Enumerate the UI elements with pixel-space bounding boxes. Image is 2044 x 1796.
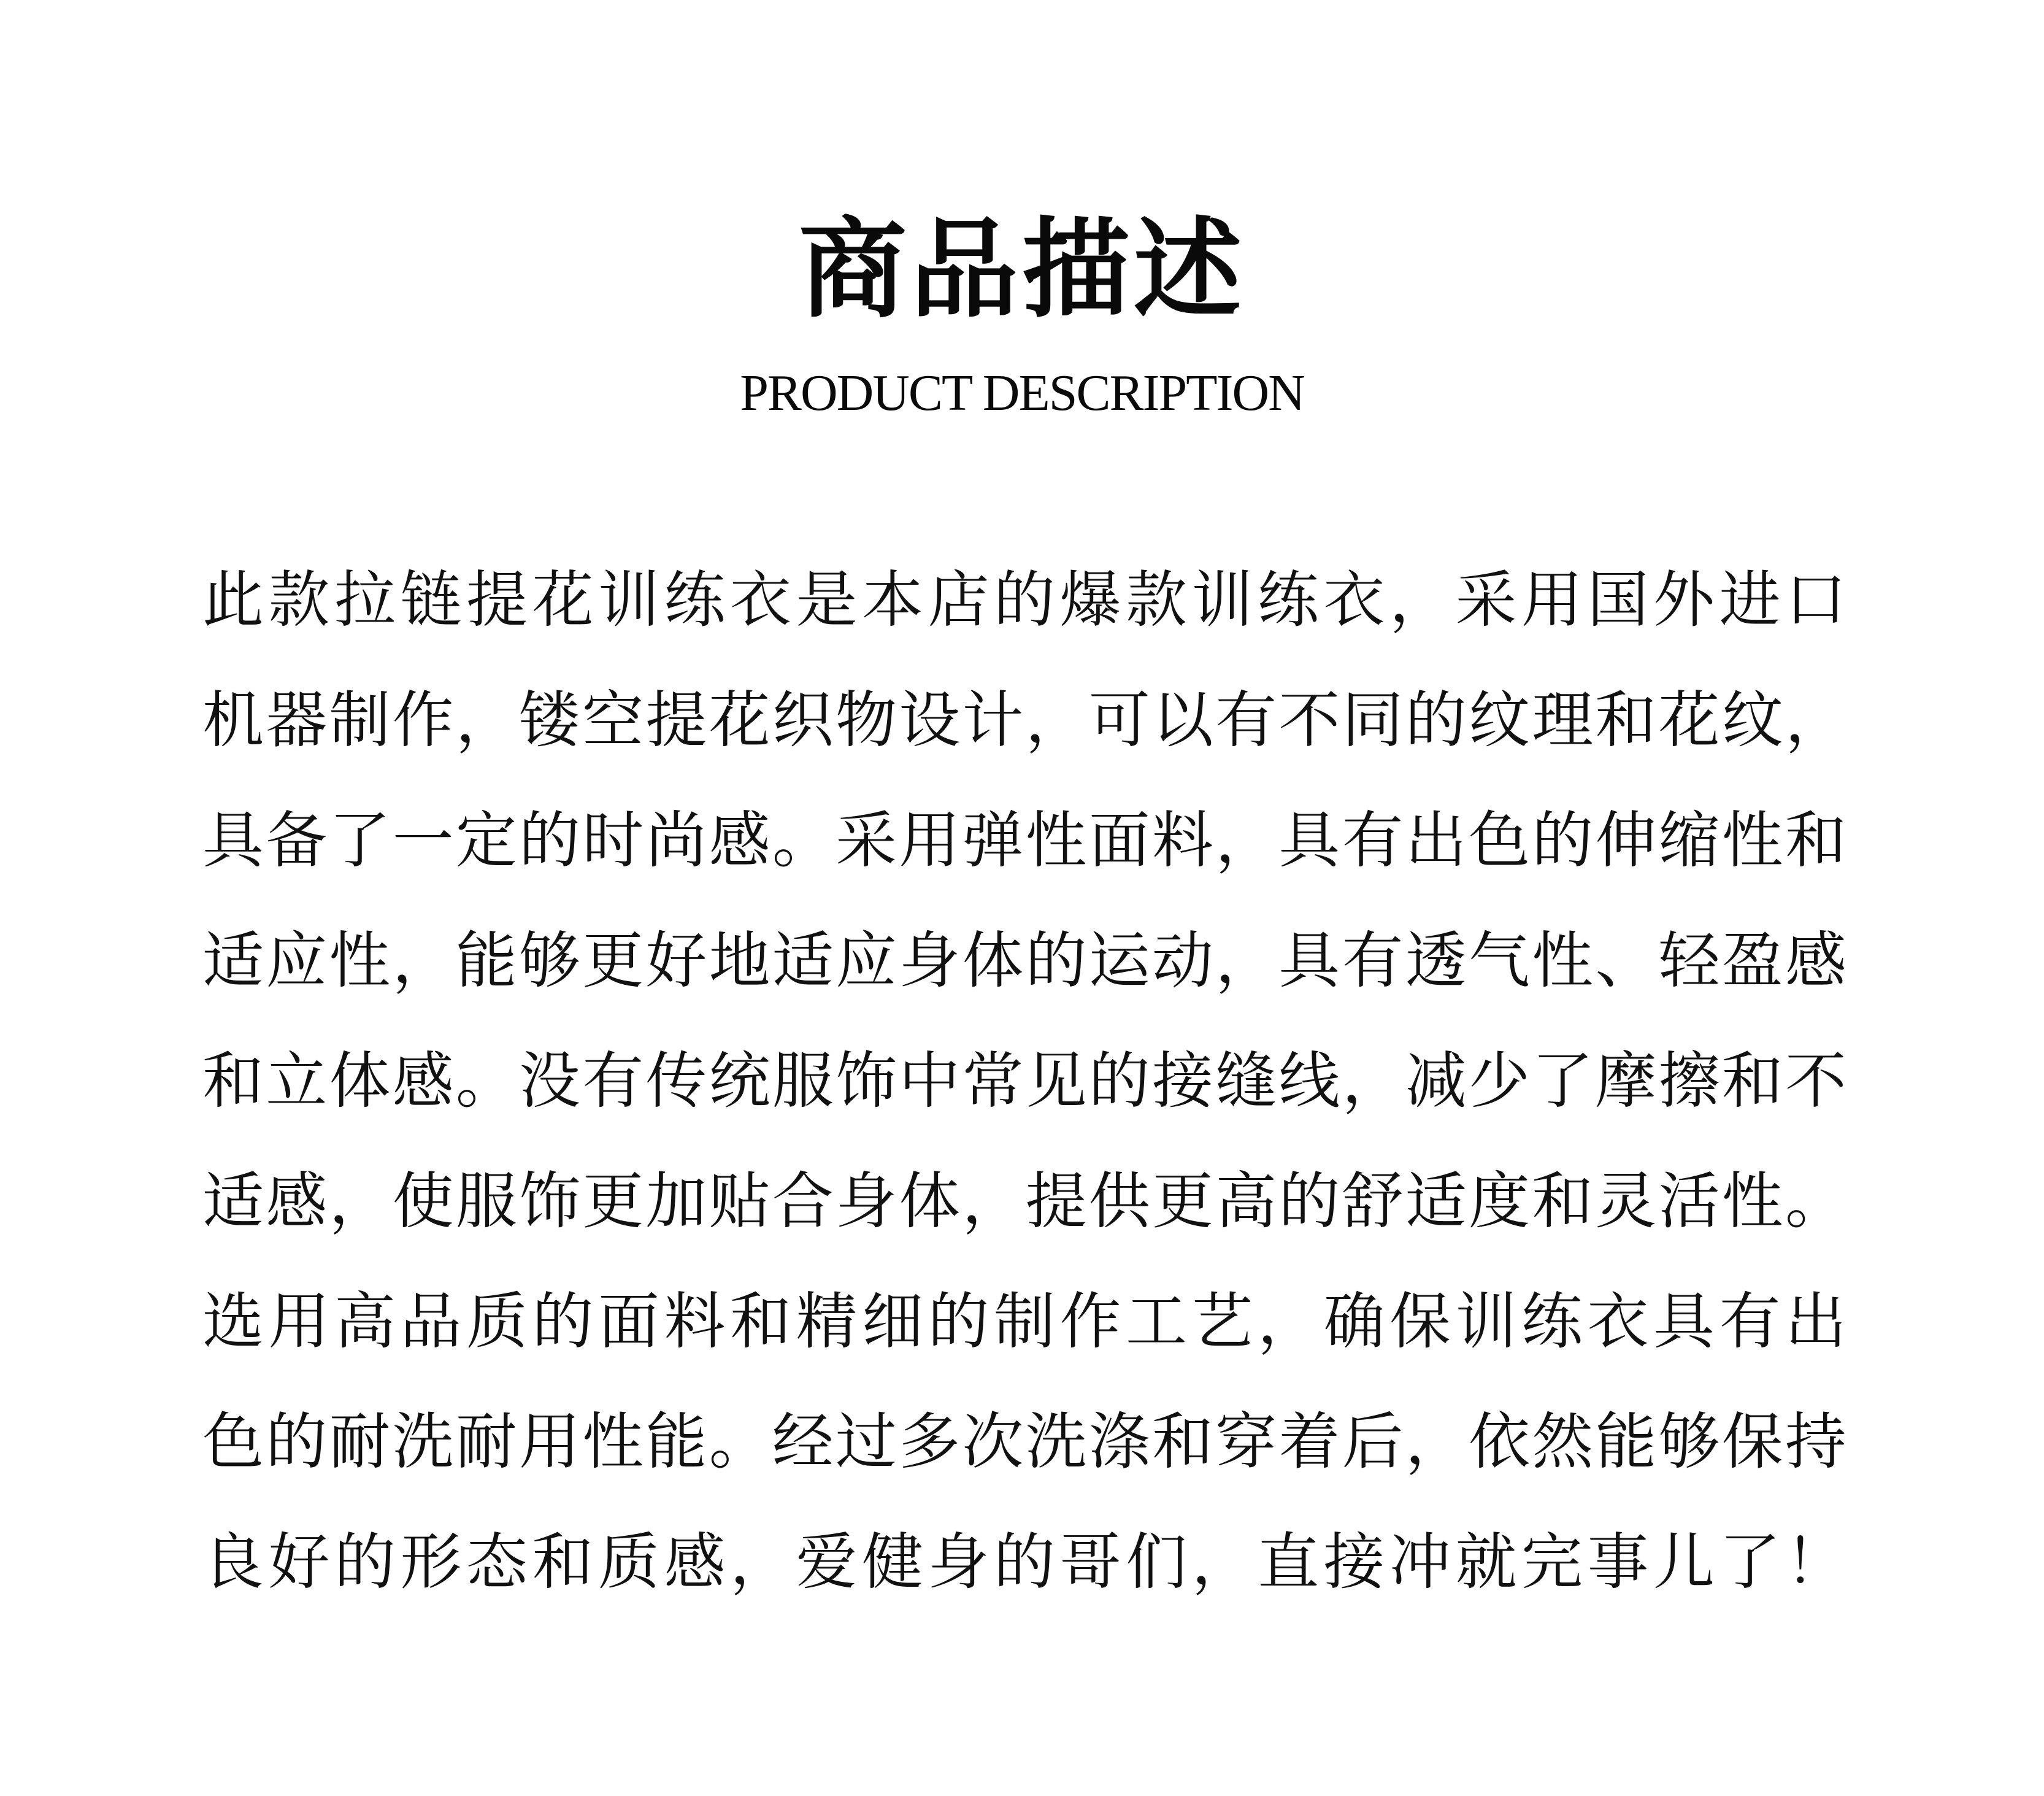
description-line: 适应性，能够更好地适应身体的运动，具有透气性、轻盈感 <box>202 925 1846 996</box>
page-title: 商品描述 <box>798 207 1245 333</box>
description-block <box>202 540 1846 1622</box>
description-line: 色的耐洗耐用性能。经过多次洗涤和穿着后，依然能够保持 <box>202 1406 1846 1478</box>
description-line: 和立体感。没有传统服饰中常见的接缝线，减少了摩擦和不 <box>202 1045 1846 1117</box>
description-line: 具备了一定的时尚感。采用弹性面料，具有出色的伸缩性和 <box>202 804 1846 876</box>
page-subtitle: PRODUCT DESCRIPTION <box>740 364 1304 422</box>
description-line: 机器制作，镂空提花织物设计，可以有不同的纹理和花纹， <box>202 684 1846 756</box>
description-line: 适感，使服饰更加贴合身体，提供更高的舒适度和灵活性。 <box>202 1165 1846 1237</box>
description-line: 此款拉链提花训练衣是本店的爆款训练衣，采用国外进口 <box>202 564 1846 636</box>
description-line: 良好的形态和质感，爱健身的哥们，直接冲就完事儿了！ <box>202 1526 1846 1598</box>
page-header <box>0 202 2044 427</box>
description-line: 选用高品质的面料和精细的制作工艺，确保训练衣具有出 <box>202 1285 1846 1357</box>
